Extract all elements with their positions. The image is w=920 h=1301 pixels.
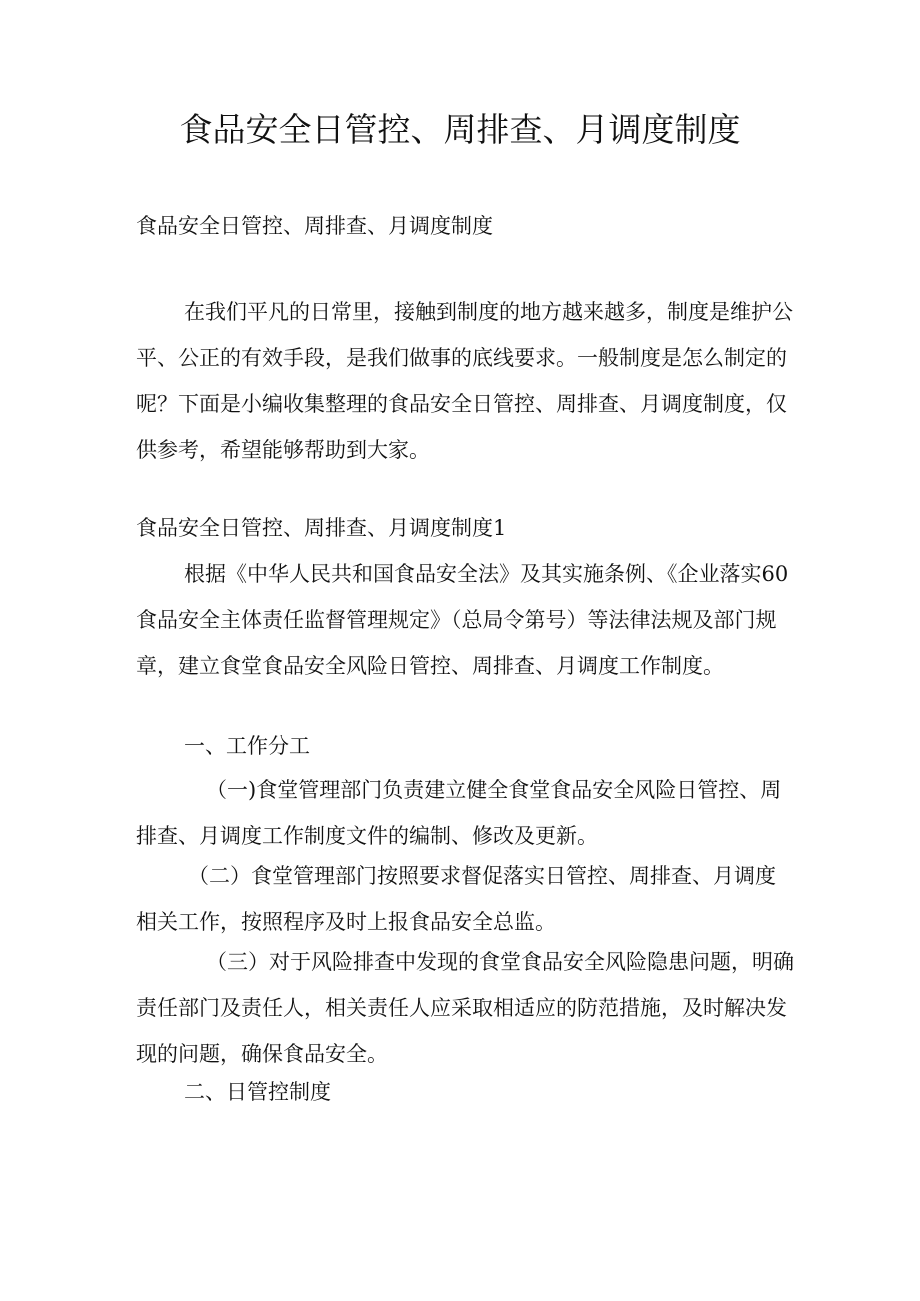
division-item-2: （二）食堂管理部门按照要求督促落实日管控、周排查、月调度相关工作，按照程序及时上报食品安全总监。 (136, 864, 776, 934)
section-1-paragraph: 根据《中华人民共和国食品安全法》及其实施条例、《企业落实60食品安全主体责任监督管理规定》（总局令第号）等法律法规及部门规章，建立食堂食品安全风险日管控、周排查、月调度工作制度。 (136, 562, 789, 678)
daily-control-heading: 二、日管控制度 (184, 1080, 331, 1104)
document-title: 食品安全日管控、周排查、月调度制度 (179, 110, 741, 149)
intro-paragraph: 在我们平凡的日常里，接触到制度的地方越来越多，制度是维护公平、公正的有效手段，是我们做事的底线要求。一般制度是怎么制定的呢？下面是小编收集整理的食品安全日管控、周排查、月调度制度，仅供参考，希望能够帮助到大家。 (136, 300, 793, 462)
division-heading: 一、工作分工 (184, 734, 310, 758)
division-item-1: （一)食堂管理部门负责建立健全食堂食品安全风险日管控、周排查、月调度工作制度文件的编制、修改及更新。 (136, 778, 782, 848)
division-item-3: （三）对于风险排查中发现的食堂食品安全风险隐患问题，明确责任部门及责任人，相关责任人应采取相适应的防范措施，及时解决发现的问题，确保食品安全。 (136, 950, 794, 1066)
document-subtitle: 食品安全日管控、周排查、月调度制度 (136, 214, 493, 238)
section-heading-1: 食品安全日管控、周排查、月调度制度1 (136, 516, 507, 540)
